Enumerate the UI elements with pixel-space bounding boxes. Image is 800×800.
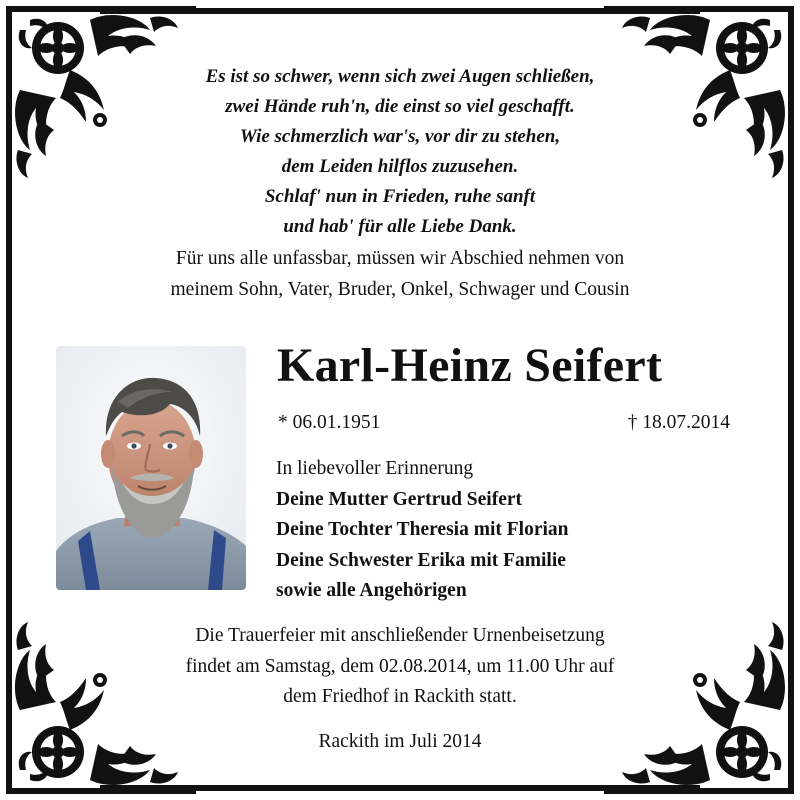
portrait-photo bbox=[56, 346, 246, 590]
poem-line: zwei Hände ruh'n, die einst so viel geschafft. bbox=[225, 96, 575, 117]
deceased-name: Karl-Heinz Seifert bbox=[277, 339, 663, 392]
funeral-line: findet am Samstag, dem 02.08.2014, um 11.00 Uhr auf bbox=[185, 655, 615, 677]
mourner-line: Deine Tochter Theresia mit Florian bbox=[276, 519, 569, 540]
announcement-intro bbox=[40, 243, 760, 305]
mourner-line: sowie alle Angehörigen bbox=[276, 580, 467, 601]
poem-line: dem Leiden hilflos zuzusehen. bbox=[281, 156, 519, 177]
memorial-poem bbox=[100, 62, 700, 242]
mourner-line: Deine Schwester Erika mit Familie bbox=[276, 549, 566, 571]
birth-date: * 06.01.1951 bbox=[278, 412, 381, 433]
funeral-line: Die Trauerfeier mit anschließender Urnenbeisetzung bbox=[195, 625, 605, 646]
poem-line: Es ist so schwer, wenn sich zwei Augen schließen, bbox=[205, 66, 595, 87]
intro-line: Für uns alle unfassbar, müssen wir Abschied nehmen von bbox=[175, 248, 625, 269]
funeral-information bbox=[100, 621, 700, 713]
portrait-illustration bbox=[56, 346, 246, 590]
border-left bbox=[6, 190, 12, 610]
border-right bbox=[788, 190, 794, 610]
mourners-list bbox=[276, 454, 716, 607]
funeral-line: dem Friedhof in Rackith statt. bbox=[283, 686, 517, 707]
intro-line: meinem Sohn, Vater, Bruder, Onkel, Schwager und Cousin bbox=[170, 279, 630, 300]
death-date: † 18.07.2014 bbox=[627, 412, 730, 433]
poem-line: und hab' für alle Liebe Dank. bbox=[283, 216, 517, 237]
poem-line: Wie schmerzlich war's, vor dir zu stehen, bbox=[239, 126, 561, 147]
place-and-date: Rackith im Juli 2014 bbox=[318, 731, 482, 752]
mourner-line: Deine Mutter Gertrud Seifert bbox=[276, 488, 523, 510]
mourners-lead: In liebevoller Erinnerung bbox=[276, 458, 474, 479]
poem-line: Schlaf' nun in Frieden, ruhe sanft bbox=[264, 186, 536, 207]
